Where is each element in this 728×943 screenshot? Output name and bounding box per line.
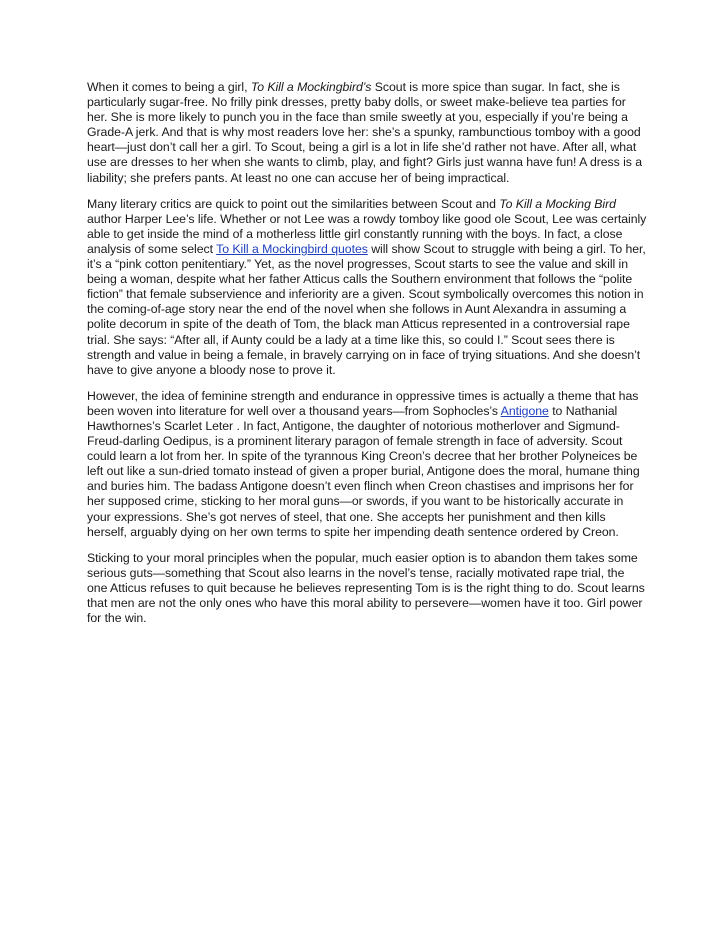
paragraph-4-text: Sticking to your moral principles when the popular, much easier option is to abandon them takes some serious guts—something that Scout also learns in the novel’s tense, racially motivated rape trial, the one Atticus refuses to quit because he believes representing Tom is is the right thing to do. Scout learns that men are not the only ones who have this moral ability to persevere—women have it too. Girl power for the win.: [87, 550, 645, 626]
paragraph-2-text-c: will show Scout to struggle with being a girl. To her, it’s a “pink cotton penitentiary.” Yet, as the novel progresses, Scout starts to see the value and skill in being a woman, despite what her father Atticus calls the Southern environment that follows the “polite fiction” that female subservience and inferiority are a given. Scout symbolically overcomes this notion in the coming-of-age story near the end of the novel when she follows in Aunt Alexandra in assuming a polite decorum in spite of the death of Tom, the black man Atticus represented in a controversial rape trial. She says: “After all, if Aunty could be a lady at a time like this, so could I.” Scout sees there is strength and value in being a female, in bravely carrying on in face of trying situations. And she doesn’t have to give anyone a bloody nose to prove it.: [87, 241, 646, 377]
antigone-link[interactable]: Antigone: [500, 403, 549, 418]
book-title: To Kill a Mocking Bird: [499, 196, 616, 211]
paragraph-3-text-a: However, the idea of feminine strength and endurance in oppressive times is actually a theme that has been woven into literature for well over a thousand years—from Sophocles’s: [87, 388, 639, 418]
paragraph-4: [87, 551, 647, 626]
document-body: [87, 80, 647, 637]
paragraph-3-text-b: to Nathanial Hawthornes’s Scarlet Leter . In fact, Antigone, the daughter of notorious motherlover and Sigmund-Freud-darling Oedipus, is a prominent literary paragon of female strength in face of adversity. Scout could learn a lot from her. In spite of the tyrannous King Creon’s decree that her brother Polyneices be left out like a sun-dried tomato instead of given a proper burial, Antigone does the moral, humane thing and buries him. The badass Antigone doesn’t even flinch when Creon chastises and imprisons her for her supposed crime, sticking to her moral guns—or swords, if you want to be historically accurate in your expressions. She’s got nerves of steel, that one. She accepts her punishment and then kills herself, arguably dying on her own terms to spite her impending death sentence ordered by Creon.: [87, 403, 640, 539]
paragraph-1: [87, 80, 647, 186]
paragraph-2-text-b: author Harper Lee’s life. Whether or not Lee was a rowdy tomboy like good ole Scout, Lee was certainly able to get inside the mind of a motherless little girl constantly running with the boys. In fact, a close analysis of some select: [87, 211, 647, 256]
paragraph-2: [87, 197, 647, 378]
paragraph-1-text-b: Scout is more spice than sugar. In fact, she is particularly sugar-free. No frilly pink dresses, pretty baby dolls, or sweet make-believe tea parties for her. She is more likely to punch you in the face than smile sweetly at you, especially if you’re being a Grade-A jerk. And that is why most readers love her: she’s a spunky, rambunctious tomboy with a good heart—just don’t call her a girl. To Scout, being a girl is a lot in life she’d rather not have. After all, what use are dresses to her when she wants to climb, play, and fight? Girls just wanna have fun! A dress is a liability; she prefers pants. At least no one can accuse her of being impractical.: [87, 80, 643, 185]
paragraph-2-text-a: Many literary critics are quick to point out the similarities between Scout and: [87, 196, 500, 211]
paragraph-3: [87, 389, 647, 540]
mockingbird-quotes-link[interactable]: To Kill a Mockingbird quotes: [216, 241, 368, 256]
book-title: To Kill a Mockingbird’s: [250, 80, 372, 94]
paragraph-1-text-a: When it comes to being a girl,: [87, 80, 251, 94]
